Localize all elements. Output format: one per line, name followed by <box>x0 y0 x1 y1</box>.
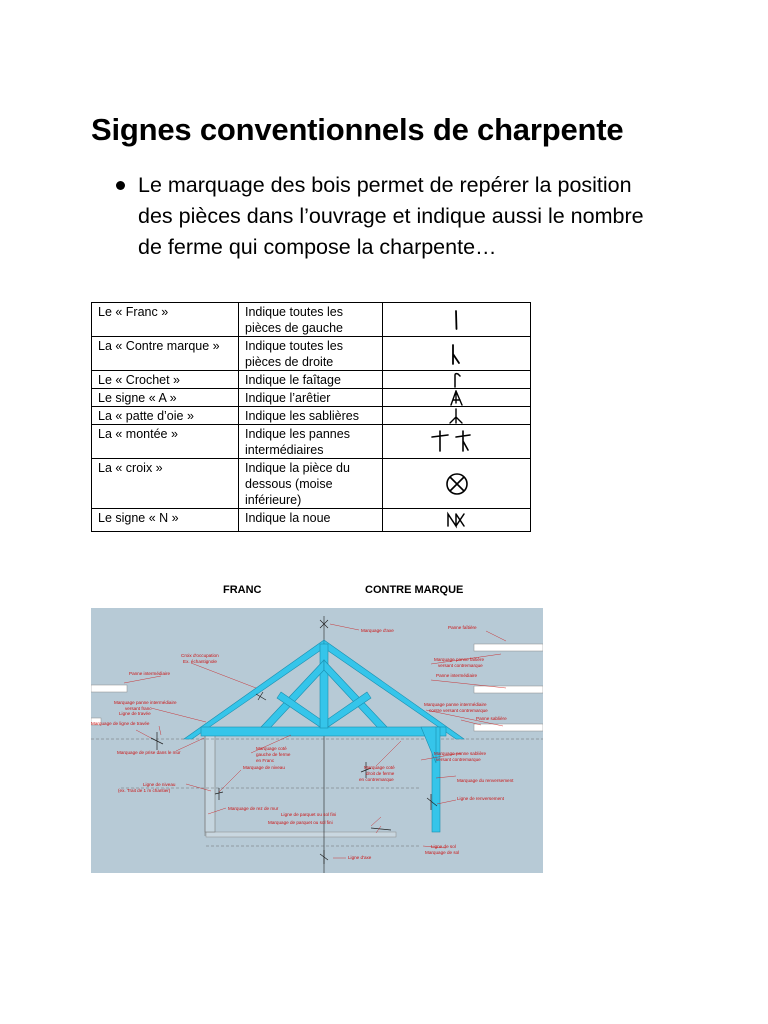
truss-diagram <box>91 608 543 873</box>
hook-icon <box>442 372 472 388</box>
sign-description: Indique la noue <box>239 509 383 532</box>
annotation-ligne-parquet: Ligne de parquet ou sol fini <box>281 812 337 817</box>
annotation-cote-gauche-franc: en Franc <box>256 758 275 763</box>
annotation-marquage-parquet: Marquage de parquet ou sol fini <box>268 820 333 825</box>
annotation-marquage-ligne-travee: Marquage de ligne de travée <box>91 721 150 726</box>
annotation-marquage-axe: Marquage d'axe <box>361 628 394 633</box>
annotation-cote-droit: Marquage coté <box>364 765 395 770</box>
sign-name: Le « Crochet » <box>92 371 239 389</box>
sign-name: La « montée » <box>92 425 239 459</box>
annotation-marquage-panne-sabliere-versant: versant contremarque <box>436 757 481 762</box>
table-row <box>92 407 531 425</box>
sign-description: Indique la pièce du dessous (moise inférieure) <box>239 459 383 509</box>
annotation-panne-faitiere: Panne faîtière <box>448 625 477 630</box>
bullet-text: Le marquage des bois permet de repérer la position des pièces dans l’ouvrage et indique aussi le nombre de ferme qui compose la charpente… <box>138 173 644 259</box>
signs-table <box>91 302 531 532</box>
sign-description: Indique toutes les pièces de gauche <box>239 303 383 337</box>
stroke-with-branch-icon <box>442 341 472 367</box>
table-row <box>92 303 531 337</box>
annotation-marquage-panne-inter-left-versant: versant franc <box>125 706 152 711</box>
annotation-panne-sabliere: Panne sablière <box>476 716 507 721</box>
sign-description: Indique le faîtage <box>239 371 383 389</box>
diagram-label-contre-marque: CONTRE MARQUE <box>365 584 464 596</box>
annotation-marquage-renversement: Marquage du renversement <box>457 778 514 783</box>
table-row <box>92 425 531 459</box>
annotation-ligne-axe: Ligne d'axe <box>348 855 372 860</box>
table-row <box>92 389 531 407</box>
sign-description: Indique l’arêtier <box>239 389 383 407</box>
goose-foot-icon <box>442 408 472 424</box>
diagram-label-franc: FRANC <box>223 584 262 596</box>
annotation-ligne-niveau-ex: (ex. Trait de 1 m chantier) <box>118 788 171 793</box>
sign-description: Indique les pannes intermédiaires <box>239 425 383 459</box>
annotation-croix-occupation-ex: Ex. échantignole <box>183 659 217 664</box>
cross-marks-icon <box>422 427 492 457</box>
annotation-panne-intermediaire-left: Panne intermédiaire <box>129 671 171 676</box>
vertical-stroke-icon <box>442 307 472 333</box>
annotation-marquage-prise-mur: Marquage de prise dans le mur <box>117 750 181 755</box>
sign-name: Le « Franc » <box>92 303 239 337</box>
sign-name: La « patte d’oie » <box>92 407 239 425</box>
letter-n-mark-icon <box>442 509 472 531</box>
letter-a-mark-icon <box>442 390 472 406</box>
table-row <box>92 371 531 389</box>
annotation-marquage-panne-inter-right-versant: contre versant contremarque <box>429 708 488 713</box>
annotation-marquage-niveau: Marquage de niveau <box>243 765 285 770</box>
annotation-cote-droit-contremarque: en contremarque <box>359 777 394 782</box>
sign-name: Le signe « A » <box>92 389 239 407</box>
table-row <box>92 509 531 532</box>
sign-name: La « Contre marque » <box>92 337 239 371</box>
bullet-item <box>112 170 672 263</box>
sign-description: Indique toutes les pièces de droite <box>239 337 383 371</box>
annotation-cote-gauche-ferme: gauche de ferme <box>256 752 291 757</box>
circled-x-icon <box>442 469 472 499</box>
annotation-ligne-sol: Ligne de sol <box>431 844 456 849</box>
table-row <box>92 337 531 371</box>
annotation-marquage-panne-inter-right: Marquage panne intermédiaire <box>424 702 487 707</box>
annotation-marquage-panne-faitiere-versant: versant contremarque <box>438 663 483 668</box>
annotation-marquage-panne-faitiere: Marquage panne faîtière <box>434 657 485 662</box>
annotation-ligne-niveau: Ligne de niveau <box>143 782 176 787</box>
annotation-cote-gauche: Marquage coté <box>256 746 287 751</box>
annotation-panne-intermediaire-right: Panne intermédiaire <box>436 673 478 678</box>
annotation-marquage-panne-sabliere: Marquage panne sablière <box>434 751 487 756</box>
table-row <box>92 459 531 509</box>
diagram-walls <box>205 732 215 836</box>
bullet-dot-icon <box>116 181 125 190</box>
sign-name: Le signe « N » <box>92 509 239 532</box>
annotation-croix-occupation: Croix d'occupation <box>181 653 219 658</box>
sign-description: Indique les sablières <box>239 407 383 425</box>
page-title: Signes conventionnels de charpente <box>91 112 624 147</box>
annotation-marquage-rez-mur: Marquage de rez de mur <box>228 806 279 811</box>
annotation-ligne-renversement: Ligne de renversement <box>457 796 504 801</box>
annotation-ligne-travee: Ligne de travée <box>119 711 151 716</box>
annotation-marquage-panne-inter-left: Marquage panne intermédiaire <box>114 700 177 705</box>
annotation-marquage-sol: Marquage de sol <box>425 850 460 855</box>
annotation-cote-droit-ferme: droit de ferme <box>366 771 395 776</box>
sign-name: La « croix » <box>92 459 239 509</box>
